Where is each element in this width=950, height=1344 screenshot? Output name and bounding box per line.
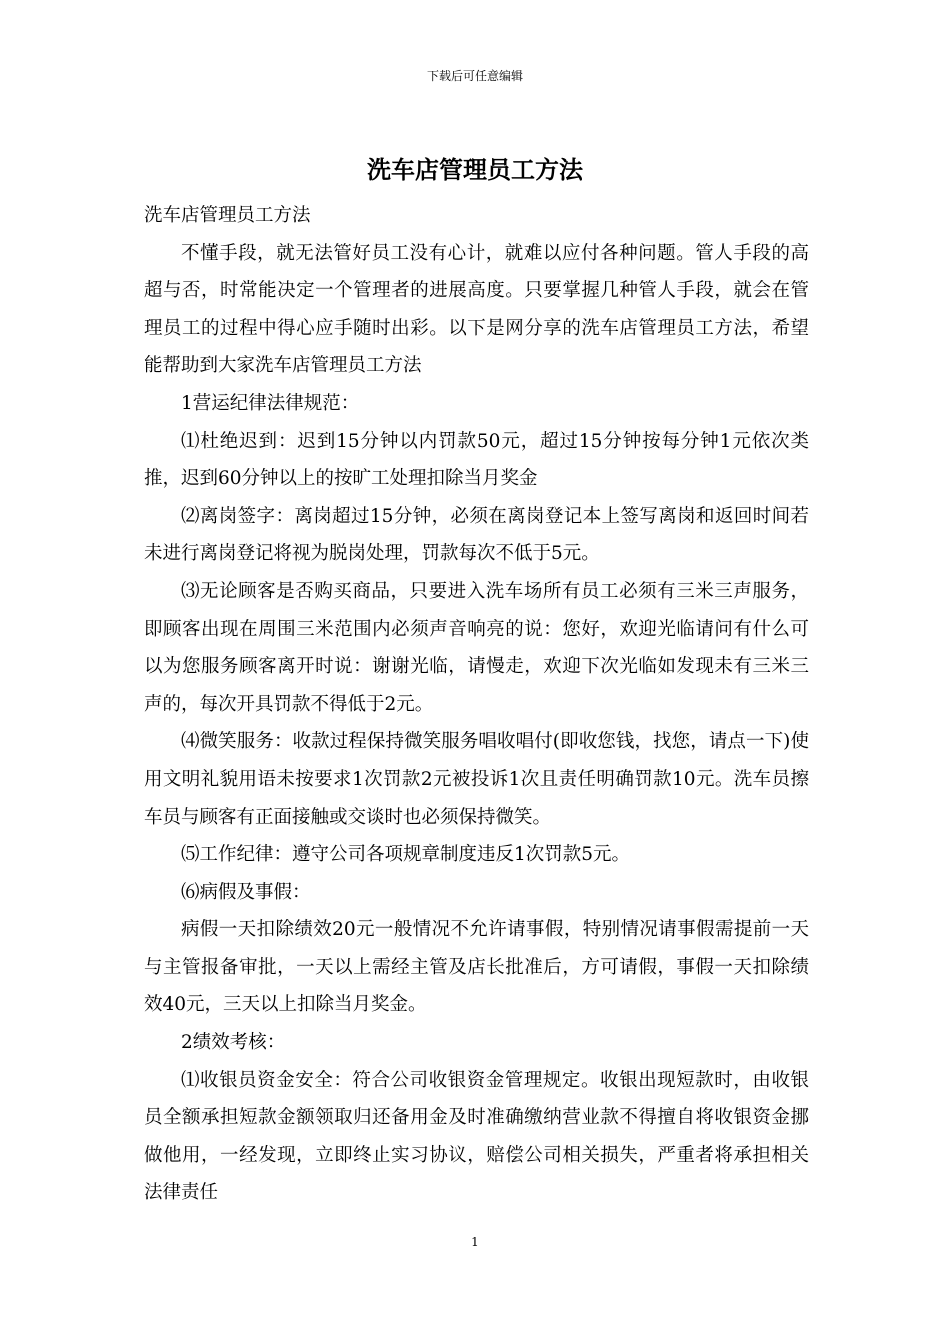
paragraph-rule-4: ⑷微笑服务：收款过程保持微笑服务唱收唱付(即收您钱，找您，请点一下)使用文明礼貌用语未按要求1次罚款2元被投诉1次且责任明确罚款10元。洗车员擦车员与顾客有正面接触或交谈时也必须保持微笑。 bbox=[144, 731, 809, 828]
page-number: 1 bbox=[471, 1235, 479, 1249]
paragraph-rule-1: ⑴杜绝迟到：迟到15分钟以内罚款50元，超过15分钟按每分钟1元依次类推，迟到60分钟以上的按旷工处理扣除当月奖金 bbox=[144, 430, 809, 490]
paragraph-cashier-safety: ⑴收银员资金安全：符合公司收银资金管理规定。收银出现短款时，由收银员全额承担短款金额领取归还备用金及时准确缴纳营业款不得擅自将收银资金挪做他用，一经发现，立即终止实习协议，赔偿公司相关损失，严重者将承担相关法律责任 bbox=[144, 1069, 809, 1204]
paragraph-leave-policy: 病假一天扣除绩效20元一般情况不允许请事假，特别情况请事假需提前一天与主管报备审批，一天以上需经主管及店长批准后，方可请假，事假一天扣除绩效40元，三天以上扣除当月奖金。 bbox=[144, 919, 809, 1016]
paragraph-rule-6-heading: ⑹病假及事假： bbox=[181, 881, 311, 903]
paragraph-intro: 不懂手段，就无法管好员工没有心计，就难以应付各种问题。管人手段的高超与否，时常能决定一个管理者的进展高度。只要掌握几种管人手段，就会在管理员工的过程中得心应手随时出彩。以下是网分享的洗车店管理员工方法，希望能帮助到大家洗车店管理员工方法 bbox=[144, 242, 809, 377]
paragraph-rule-5: ⑸工作纪律：遵守公司各项规章制度违反1次罚款5元。 bbox=[181, 844, 631, 866]
section-heading-performance: 2绩效考核： bbox=[181, 1032, 286, 1054]
header-note: 下载后可任意编辑 bbox=[426, 69, 523, 83]
paragraph-subtitle: 洗车店管理员工方法 bbox=[144, 205, 311, 226]
paragraph-rule-2: ⑵离岗签字：离岗超过15分钟，必须在离岗登记本上签写离岗和返回时间若未进行离岗登记将视为脱岗处理，罚款每次不低于5元。 bbox=[144, 505, 809, 565]
document-title: 洗车店管理员工方法 bbox=[367, 155, 583, 184]
section-heading-discipline: 1营运纪律法律规范： bbox=[181, 392, 360, 414]
paragraph-rule-3: ⑶无论顾客是否购买商品，只要进入洗车场所有员工必须有三米三声服务，即顾客出现在周围三米范围内必须声音响亮的说：您好，欢迎光临请问有什么可以为您服务顾客离开时说：谢谢光临，请慢走，欢迎下次光临如发现未有三米三声的，每次开具罚款不得低于2元。 bbox=[144, 580, 809, 715]
document-body bbox=[144, 197, 809, 1212]
